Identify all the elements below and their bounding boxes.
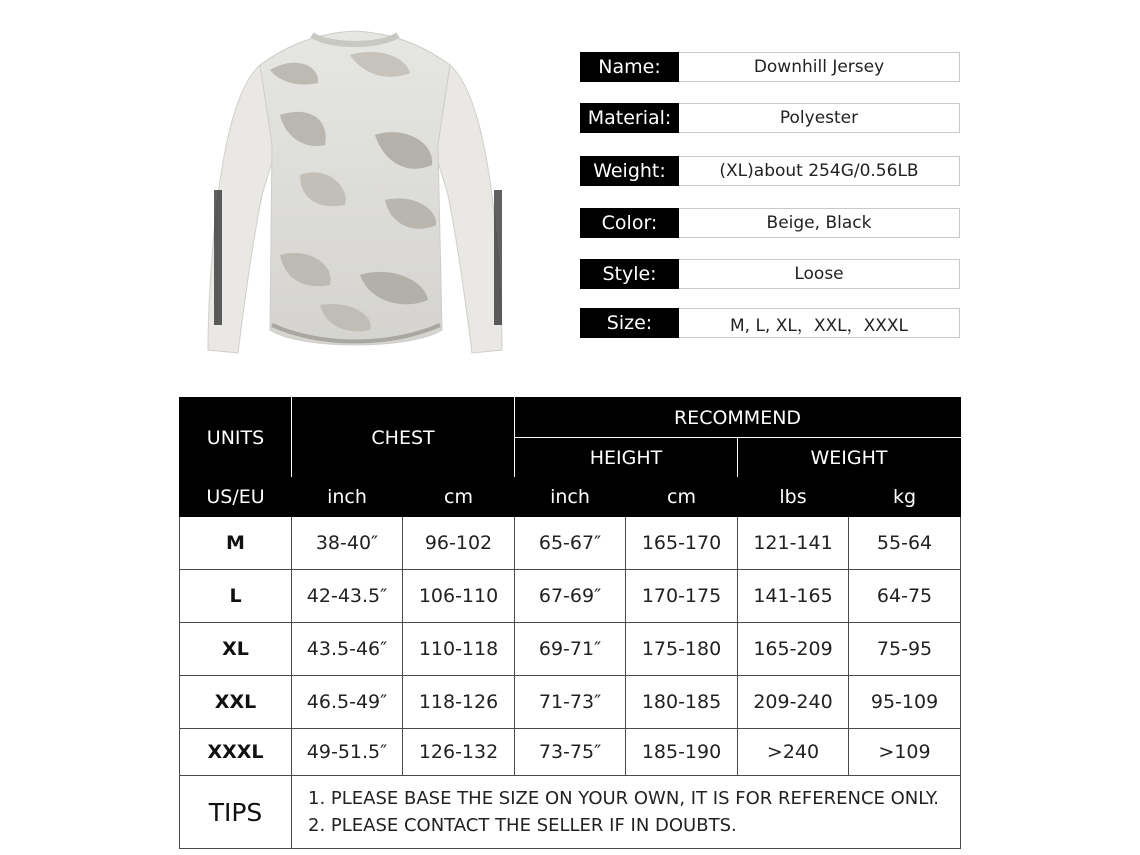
spec-label: Weight: (580, 156, 679, 186)
data-cell: 64-75 (849, 570, 961, 623)
data-cell: 126-132 (403, 729, 515, 776)
spec-label: Material: (580, 103, 679, 133)
spec-value: M, L, XL，XXL，XXXL (679, 308, 960, 338)
tip-line: 1. PLEASE BASE THE SIZE ON YOUR OWN, IT IS FOR REFERENCE ONLY. (308, 788, 939, 809)
data-cell: >240 (738, 729, 849, 776)
unit-cell: lbs (738, 478, 849, 517)
unit-cell: kg (849, 478, 961, 517)
data-cell: 43.5-46″ (292, 623, 403, 676)
unit-cell: US/EU (180, 478, 292, 517)
table-row (180, 623, 961, 676)
spec-value: (XL)about 254G/0.56LB (679, 156, 960, 186)
data-cell: 65-67″ (515, 517, 626, 570)
size-cell: XXXL (180, 729, 292, 776)
table-row (180, 729, 961, 776)
data-cell: 170-175 (626, 570, 738, 623)
data-cell: 110-118 (403, 623, 515, 676)
size-cell: L (180, 570, 292, 623)
header-weight: WEIGHT (738, 438, 961, 478)
spec-row-size (580, 308, 960, 338)
data-cell: 46.5-49″ (292, 676, 403, 729)
size-cell: XL (180, 623, 292, 676)
table-row (180, 517, 961, 570)
data-cell: 118-126 (403, 676, 515, 729)
size-cell: M (180, 517, 292, 570)
spec-value: Polyester (679, 103, 960, 133)
unit-cell: cm (626, 478, 738, 517)
unit-cell: inch (515, 478, 626, 517)
jersey-illustration (200, 25, 510, 360)
spec-row-material (580, 103, 960, 133)
unit-cell: cm (403, 478, 515, 517)
data-cell: 96-102 (403, 517, 515, 570)
tips-row (180, 776, 961, 849)
tips-label: TIPS (180, 776, 292, 849)
header-units: UNITS (180, 398, 292, 478)
table-row (180, 570, 961, 623)
spec-row-name (580, 52, 960, 82)
unit-cell: inch (292, 478, 403, 517)
data-cell: 175-180 (626, 623, 738, 676)
data-cell: 95-109 (849, 676, 961, 729)
data-cell: 185-190 (626, 729, 738, 776)
spec-row-weight (580, 156, 960, 186)
spec-value: Loose (679, 259, 960, 289)
data-cell: 141-165 (738, 570, 849, 623)
header-chest: CHEST (292, 398, 515, 478)
data-cell: 69-71″ (515, 623, 626, 676)
product-image (200, 25, 510, 360)
spec-value: Downhill Jersey (679, 52, 960, 82)
header-recommend: RECOMMEND (515, 398, 961, 438)
size-cell: XXL (180, 676, 292, 729)
data-cell: 209-240 (738, 676, 849, 729)
data-cell: >109 (849, 729, 961, 776)
header-height: HEIGHT (515, 438, 738, 478)
data-cell: 38-40″ (292, 517, 403, 570)
spec-value: Beige, Black (679, 208, 960, 238)
data-cell: 67-69″ (515, 570, 626, 623)
data-cell: 75-95 (849, 623, 961, 676)
data-cell: 165-209 (738, 623, 849, 676)
data-cell: 55-64 (849, 517, 961, 570)
table-row (180, 676, 961, 729)
tips-text (292, 776, 961, 849)
data-cell: 73-75″ (515, 729, 626, 776)
unit-row (180, 478, 961, 517)
data-cell: 165-170 (626, 517, 738, 570)
size-chart-table (179, 397, 961, 849)
data-cell: 106-110 (403, 570, 515, 623)
spec-row-style (580, 259, 960, 289)
spec-label: Color: (580, 208, 679, 238)
tip-line: 2. PLEASE CONTACT THE SELLER IF IN DOUBTS. (308, 815, 737, 836)
spec-row-color (580, 208, 960, 238)
data-cell: 71-73″ (515, 676, 626, 729)
data-cell: 180-185 (626, 676, 738, 729)
spec-label: Style: (580, 259, 679, 289)
spec-label: Size: (580, 308, 679, 338)
data-cell: 121-141 (738, 517, 849, 570)
data-cell: 49-51.5″ (292, 729, 403, 776)
spec-label: Name: (580, 52, 679, 82)
data-cell: 42-43.5″ (292, 570, 403, 623)
